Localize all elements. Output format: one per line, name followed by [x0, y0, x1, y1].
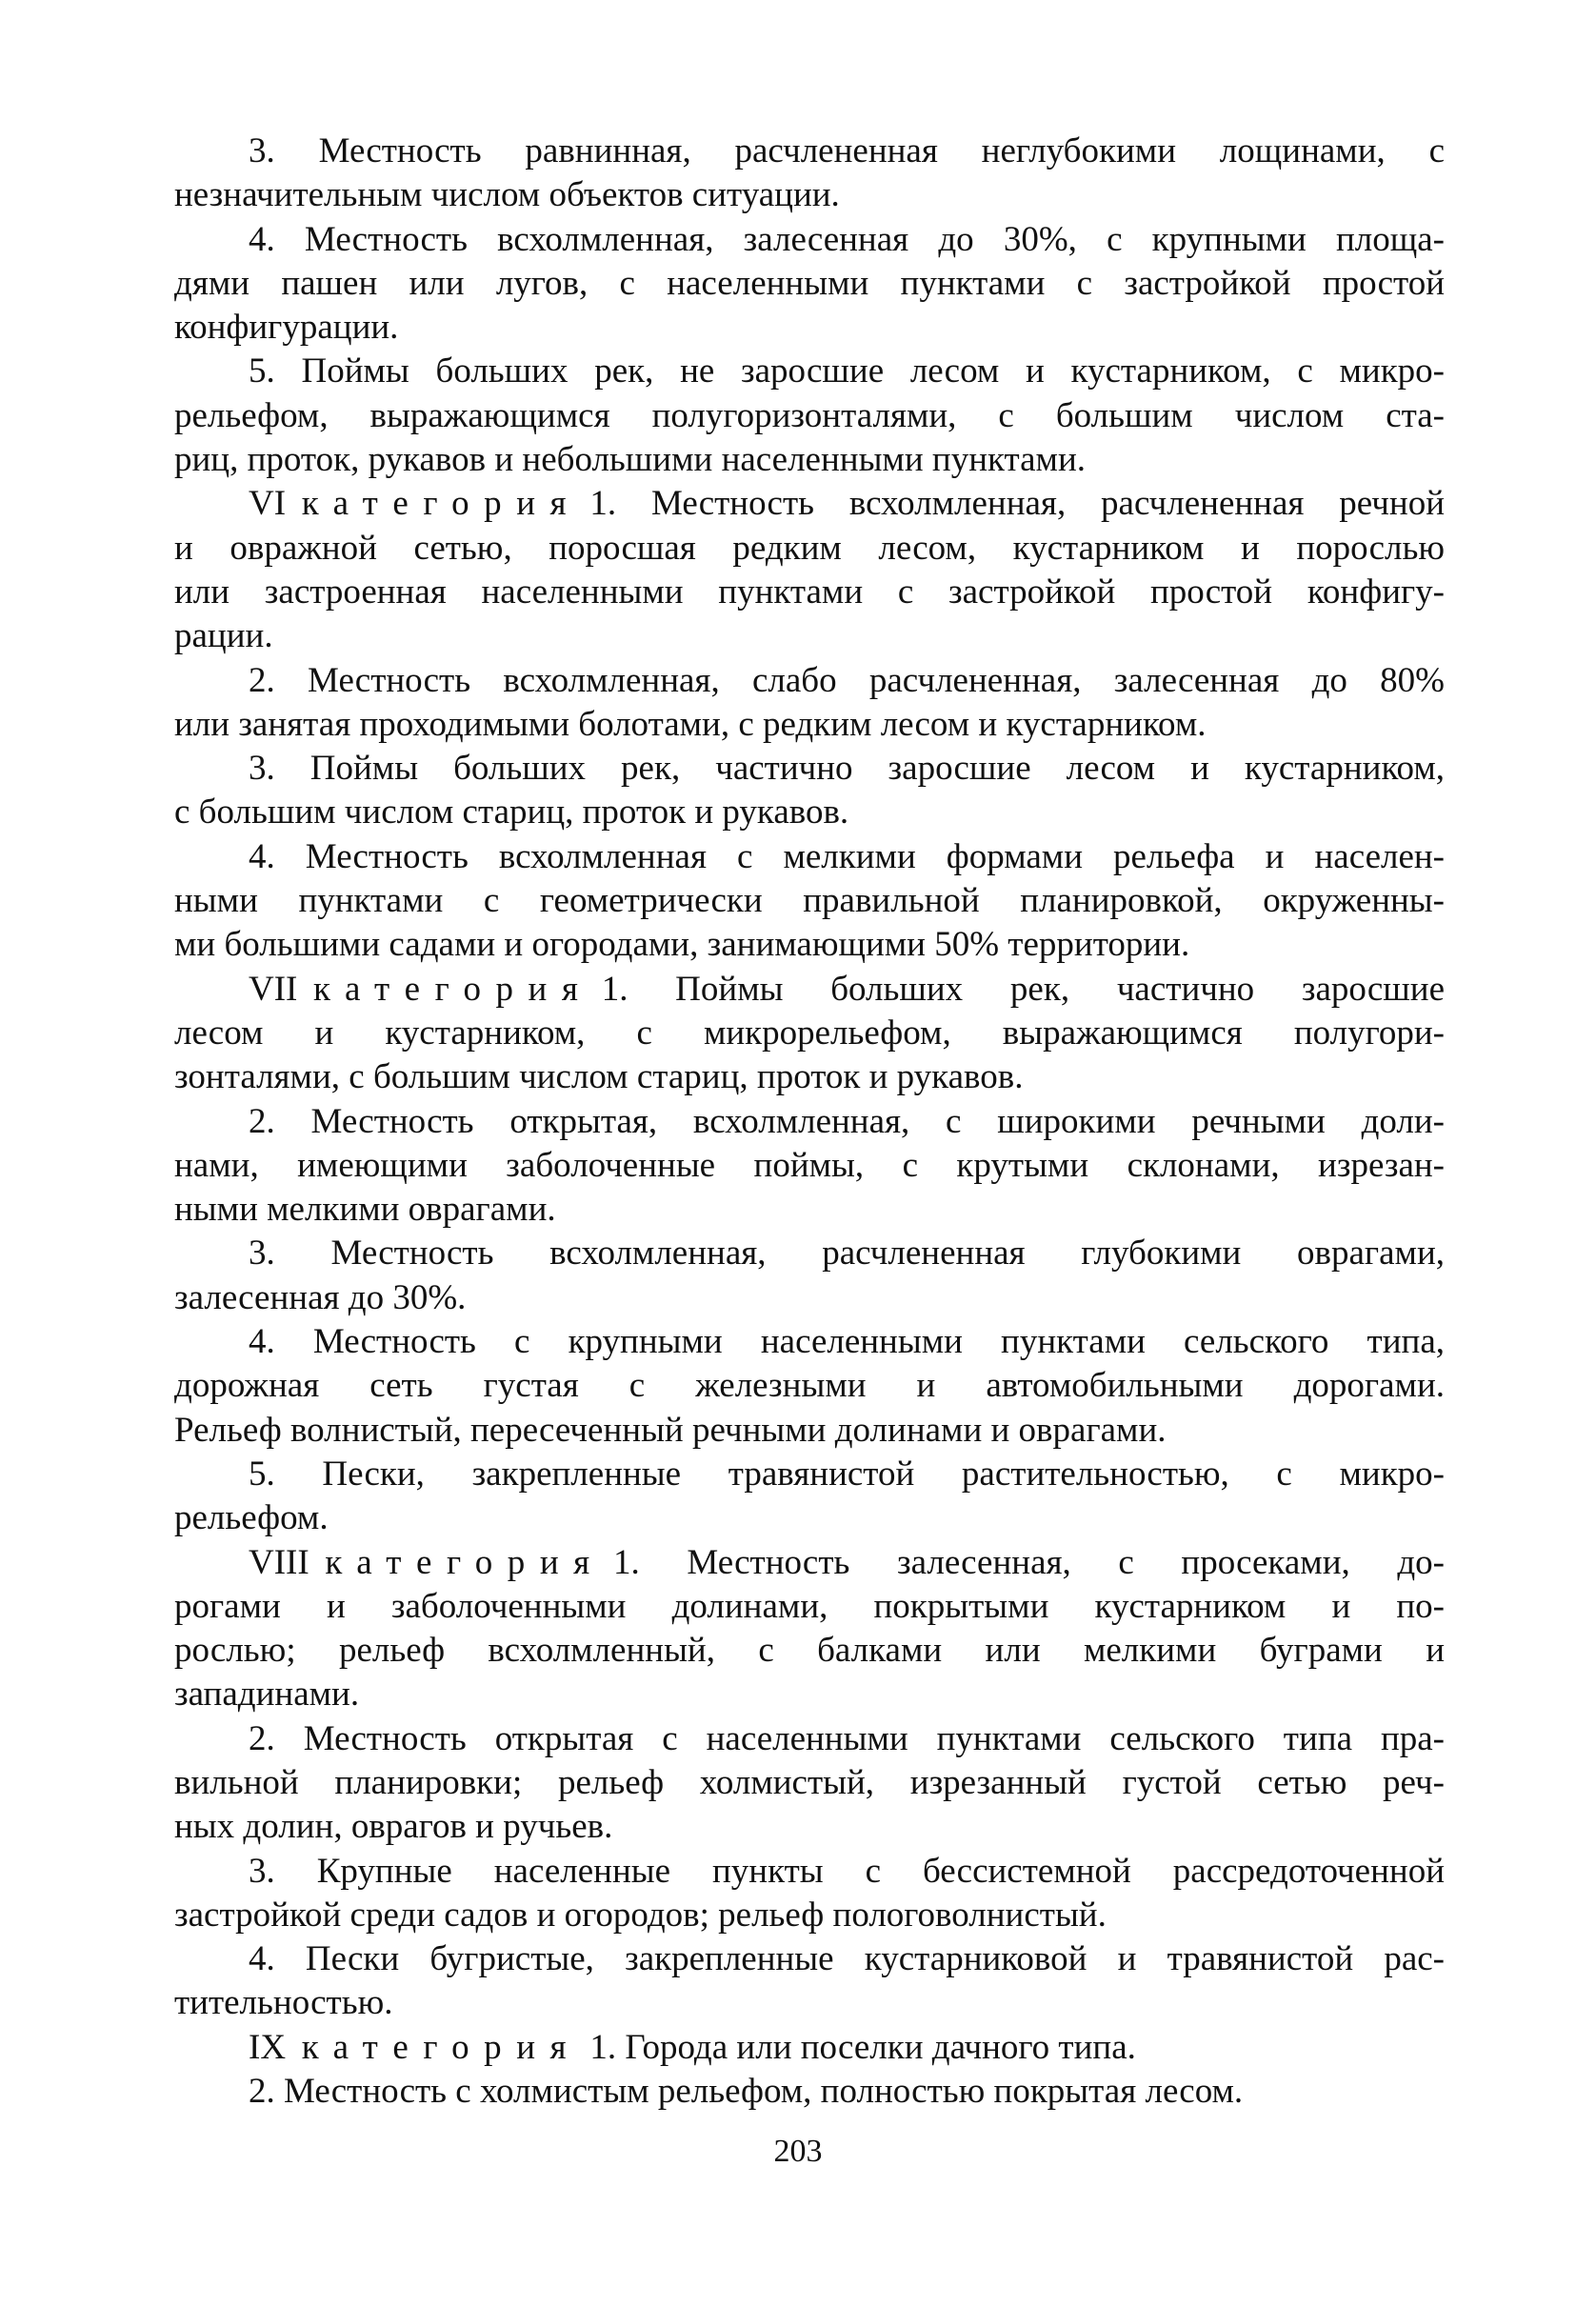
text-line: рельефом, выражающимся полугоризонталями, с большим числом ста- [174, 395, 1445, 435]
line-text: 1. Города или поселки дачного типа. [589, 2027, 1136, 2067]
text-line: застройкой среди садов и огородов; рельеф пологоволнистый. [174, 1895, 1107, 1935]
text-line: ными пунктами с геометрически правильной планировкой, окруженны- [174, 881, 1445, 921]
page-body [174, 130, 1445, 2114]
text-line [174, 1541, 1445, 1585]
line-text: 1. Местность всхолмленная, расчлененная речной [589, 484, 1445, 524]
category-word: категория [313, 969, 593, 1009]
paragraph [174, 130, 1445, 218]
text-line: зонталями, с большим числом стариц, проток и рукавов. [174, 1057, 1024, 1097]
category-paragraph [174, 482, 1445, 658]
paragraph [174, 218, 1445, 351]
category-word: категория [301, 484, 582, 524]
text-line: 3. Местность всхолмленная, расчлененная глубокими оврагами, [249, 1234, 1445, 1274]
paragraph [174, 1453, 1445, 1541]
text-line: 2. Местность открытая, всхолмленная, с широкими речными доли- [249, 1101, 1445, 1141]
category-word: категория [325, 1542, 605, 1582]
text-line: 3. Крупные населенные пункты с бессистемной рассредоточенной [249, 1851, 1445, 1891]
text-line: конфигурации. [174, 308, 399, 348]
text-line: 3. Поймы больших рек, частично заросшие лесом и кустарником, [249, 749, 1445, 789]
text-line: или занятая проходимыми болотами, с редким лесом и кустарником. [174, 704, 1207, 744]
paragraph [174, 1320, 1445, 1453]
text-line: незначительным числом объектов ситуации. [174, 175, 840, 215]
paragraph [174, 1937, 1445, 2026]
text-line: дорожная сеть густая с железными и автомобильными дорогами. [174, 1366, 1445, 1406]
category-paragraph [174, 968, 1445, 1100]
category-roman: VI [249, 484, 287, 524]
category-word: категория [301, 2027, 582, 2067]
text-line: 4. Местность всхолмленная с мелкими формами рельефа и населен- [249, 836, 1445, 876]
text-line: ными мелкими оврагами. [174, 1190, 556, 1230]
paragraph [174, 350, 1445, 482]
text-line: нами, имеющими заболоченные поймы, с крутыми склонами, изрезан- [174, 1145, 1445, 1185]
category-paragraph [174, 1541, 1445, 1717]
page-number: 203 [773, 2134, 823, 2169]
text-line: рации. [174, 616, 273, 656]
paragraph [174, 747, 1445, 835]
category-paragraph [174, 2026, 1445, 2070]
text-line: ми большими садами и огородами, занимающими 50% территории. [174, 925, 1190, 965]
line-text: 1. Поймы больших рек, частично заросшие [601, 969, 1445, 1009]
text-line: 5. Поймы больших рек, не заросшие лесом и кустарником, с микро- [249, 351, 1445, 391]
text-line [174, 2026, 1445, 2070]
paragraph [174, 1232, 1445, 1320]
text-line: 4. Пески бугристые, закрепленные кустарниковой и травянистой рас- [249, 1939, 1445, 1979]
text-line: рослью; рельеф всхолмленный, с балками или мелкими буграми и [174, 1631, 1445, 1671]
text-line [174, 968, 1445, 1012]
text-line: 3. Местность равнинная, расчлененная неглубокими лощинами, с [249, 131, 1445, 171]
paragraph [174, 2070, 1445, 2114]
paragraph [174, 659, 1445, 748]
text-line: дями пашен или лугов, с населенными пунктами с застройкой простой [174, 263, 1445, 303]
text-line: тительностью. [174, 1983, 393, 2023]
line-text: 1. Местность залесенная, с просеками, до- [613, 1542, 1445, 1582]
text-line: с большим числом стариц, проток и рукавов. [174, 792, 849, 833]
text-line: или застроенная населенными пунктами с застройкой простой конфигу- [174, 572, 1445, 612]
text-line: 2. Местность открытая с населенными пунктами сельского типа пра- [249, 1718, 1445, 1758]
text-line [174, 482, 1445, 526]
category-roman: VII [249, 969, 298, 1009]
text-line: лесом и кустарником, с микрорельефом, выражающимся полугори- [174, 1013, 1445, 1053]
text-line: 2. Местность всхолмленная, слабо расчлененная, залесенная до 80% [249, 660, 1445, 700]
paragraph [174, 1100, 1445, 1233]
paragraph [174, 835, 1445, 968]
category-roman: IX [249, 2027, 287, 2067]
paragraph [174, 1850, 1445, 1938]
text-line: 4. Местность всхолмленная, залесенная до 30%, с крупными площа- [249, 219, 1445, 259]
paragraph [174, 1717, 1445, 1850]
text-line: 2. Местность с холмистым рельефом, полностью покрытая лесом. [249, 2072, 1244, 2112]
text-line: рогами и заболоченными долинами, покрытыми кустарником и по- [174, 1586, 1445, 1626]
text-line: ных долин, оврагов и ручьев. [174, 1807, 613, 1847]
category-roman: VIII [249, 1542, 309, 1582]
text-line: залесенная до 30%. [174, 1277, 467, 1317]
text-line: 5. Пески, закрепленные травянистой растительностью, с микро- [249, 1454, 1445, 1494]
text-line: риц, проток, рукавов и небольшими населенными пунктами. [174, 440, 1086, 480]
text-line: 4. Местность с крупными населенными пунктами сельского типа, [249, 1322, 1445, 1362]
text-line: западинами. [174, 1675, 360, 1715]
text-line: рельефом. [174, 1498, 329, 1538]
text-line: Рельеф волнистый, пересеченный речными долинами и оврагами. [174, 1410, 1167, 1450]
text-line: и овражной сетью, поросшая редким лесом, кустарником и порослью [174, 528, 1445, 568]
text-line: вильной планировки; рельеф холмистый, изрезанный густой сетью реч- [174, 1762, 1445, 1802]
